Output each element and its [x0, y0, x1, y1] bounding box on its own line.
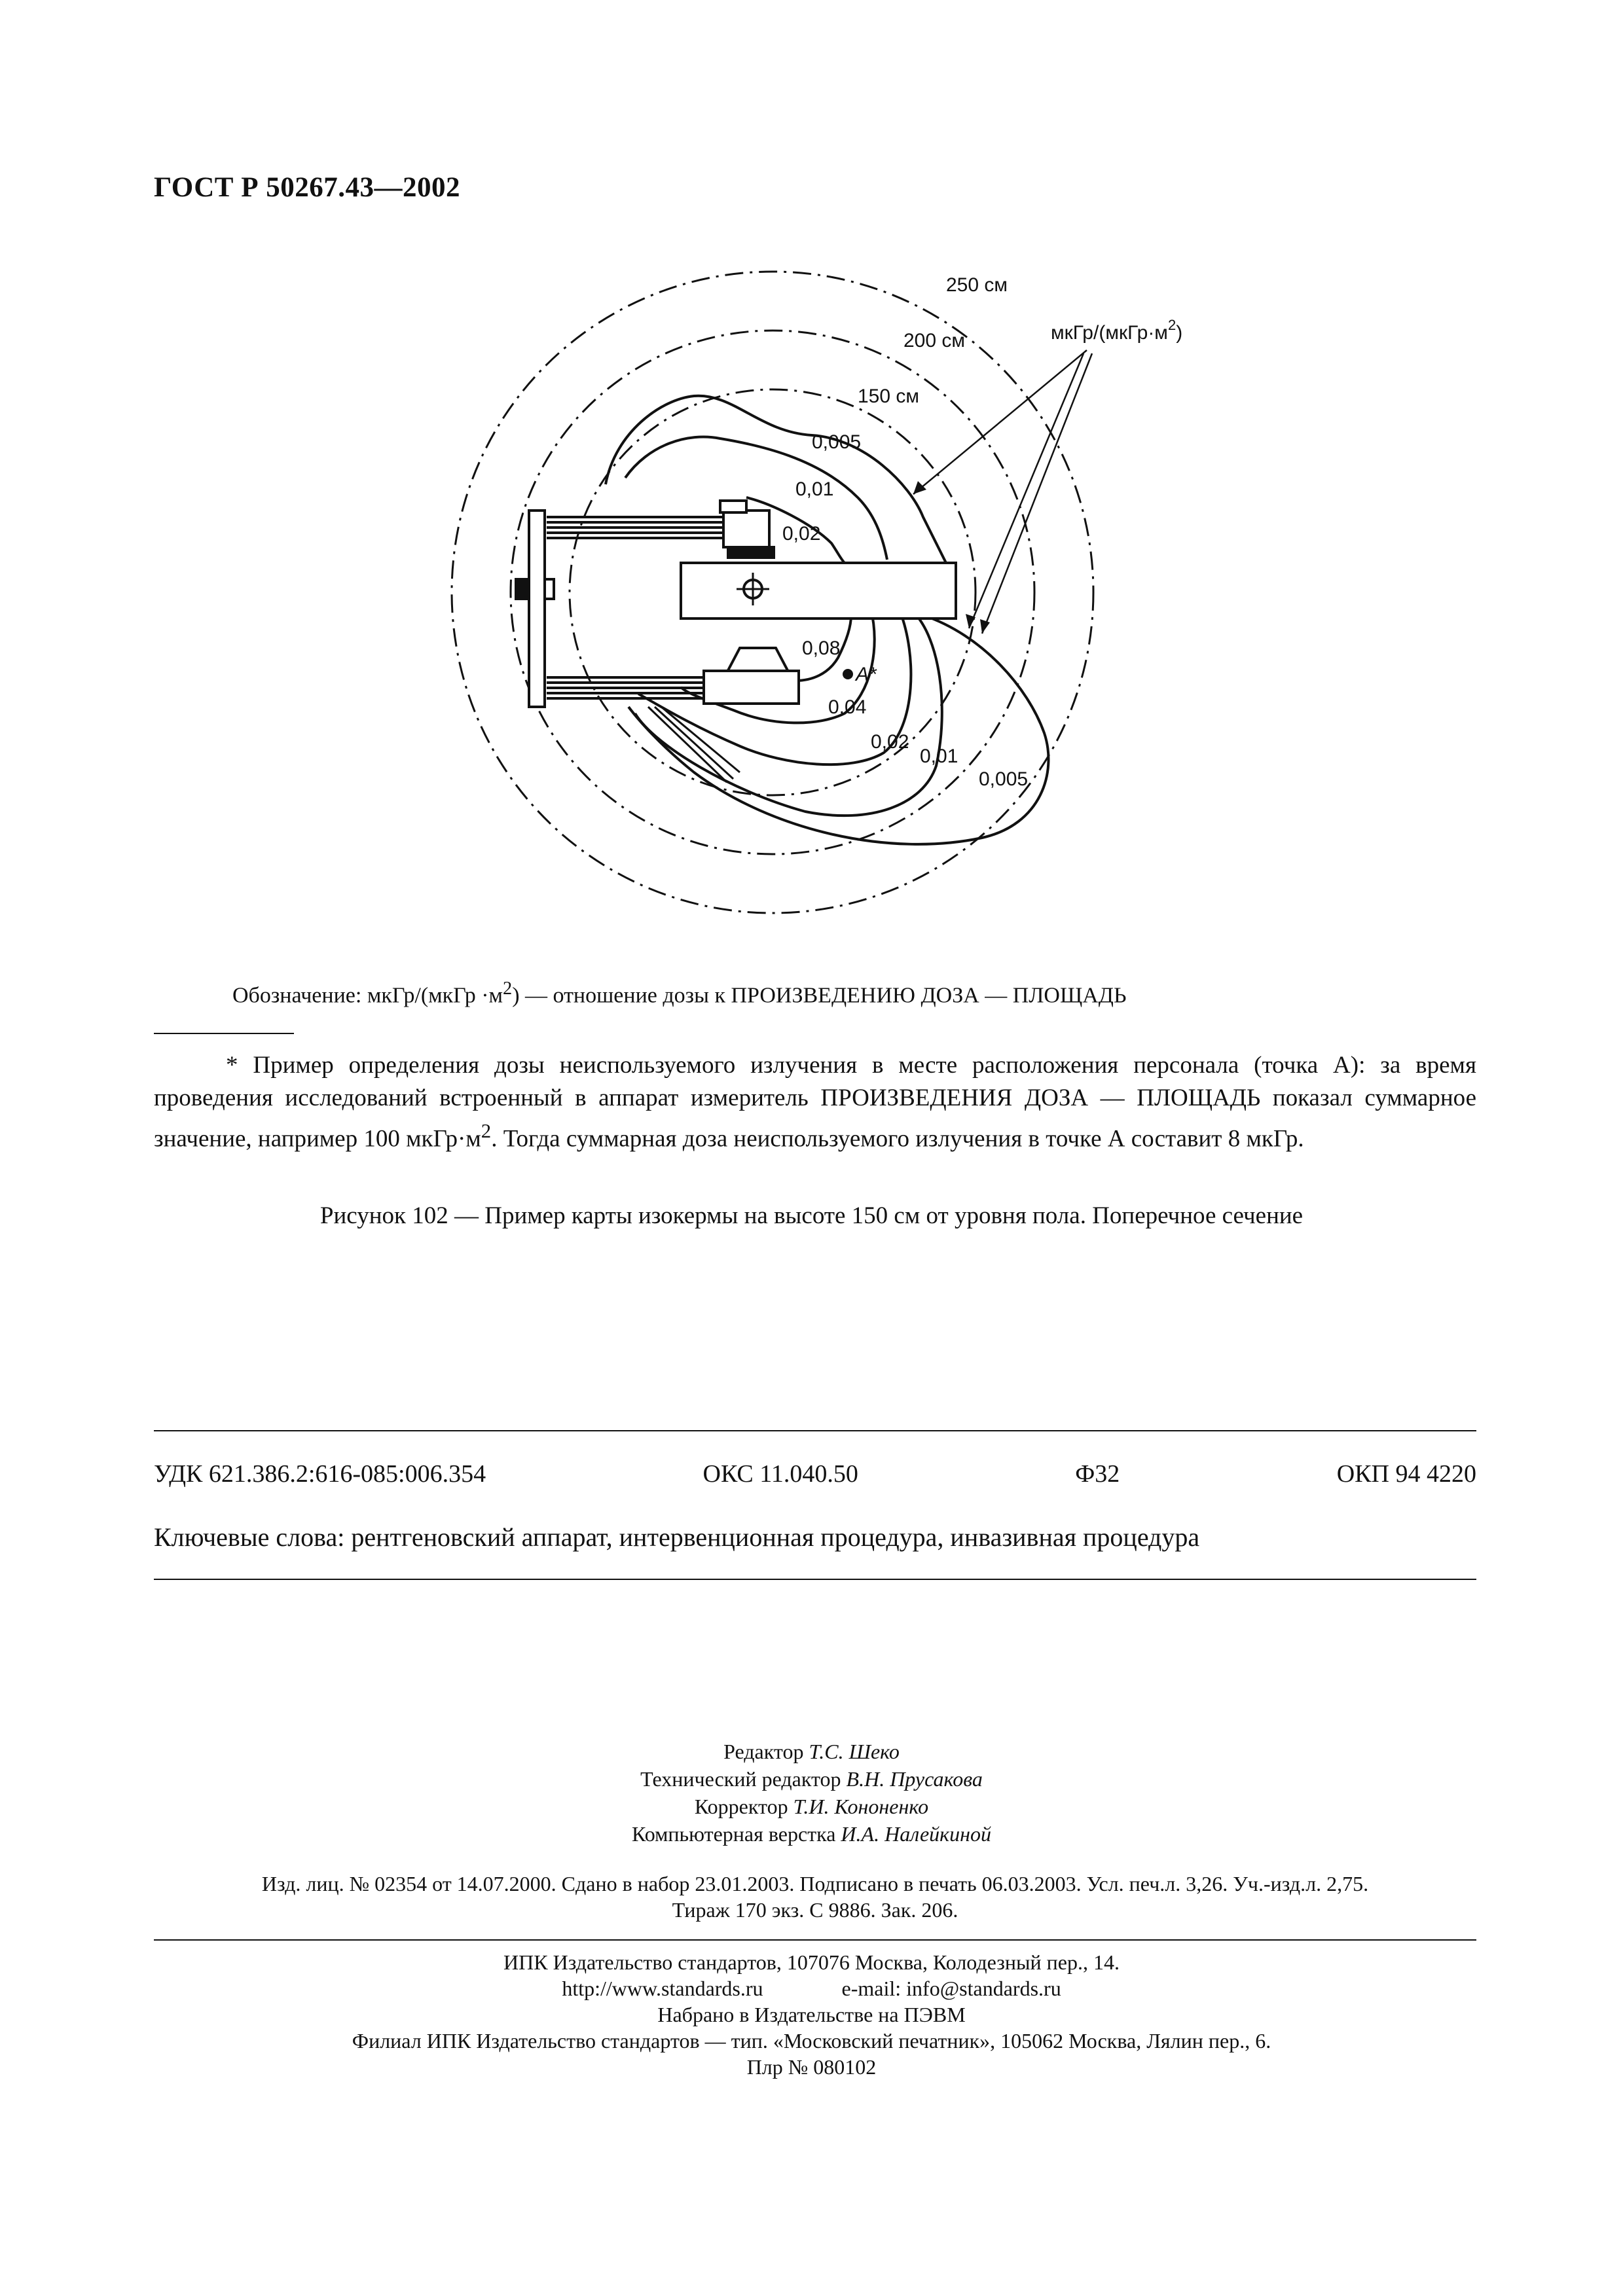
isoline-lower-001 [635, 612, 942, 816]
isokerma-figure [419, 242, 1309, 969]
image-intensifier [723, 511, 769, 547]
footnote-rule [154, 1033, 294, 1034]
keywords: Ключевые слова: рентгеновский аппарат, интервенционная процедура, инвазивная процедура [154, 1522, 1200, 1552]
arrowhead-3 [980, 619, 990, 634]
imprint-line: Тираж 170 экз. С 9886. Зак. 206. [672, 1898, 958, 1922]
credit-line: Компьютерная верстка И.А. Налейкиной [632, 1822, 991, 1846]
unit-label: мкГр/$(мкГр\cdot м^2)$ [1051, 317, 1183, 344]
label-150cm: 150 см [858, 386, 920, 407]
udk-code: УДК 621.386.2:616-085:006.354 [154, 1460, 486, 1488]
isoline-label-upper-002: 0,02 [782, 523, 821, 545]
point-a-marker [843, 669, 853, 679]
isoline-upper-0005 [606, 396, 953, 576]
credit-line: Корректор Т.И. Кононенко [694, 1795, 929, 1818]
isoline-label-lower-008: 0,08 [802, 637, 841, 659]
publisher-line: ИПК Издательство стандартов, 107076 Москва, Колодезный пер., 14. [503, 1950, 1120, 1974]
leader-line-2 [969, 353, 1084, 628]
isoline-label-lower-0005: 0,005 [979, 768, 1029, 790]
column-knob-right [545, 579, 554, 599]
isoline-label-upper-001: 0,01 [795, 478, 834, 500]
figure-legend: Обозначение: мкГр/(мкГр $\cdot м^2$) — отношение дозы к ПРОИЗВЕДЕНИЮ ДОЗА — ПЛОЩАДЬ [232, 978, 1127, 1008]
publisher-rule [154, 1939, 1476, 1941]
credits [0, 1738, 1623, 1848]
publisher-line: Филиал ИПК Издательство стандартов — тип. «Московский печатник», 105062 Москва, Лялин пер., 6. [352, 2029, 1271, 2053]
codes-top-rule [154, 1430, 1476, 1431]
website-link[interactable]: http://www.standards.ru [562, 1977, 763, 2000]
arrowhead-1 [913, 481, 926, 494]
oks-code: ОКС 11.040.50 [702, 1460, 858, 1488]
x-ray-tube-top [727, 648, 789, 673]
x-ray-tube [704, 671, 799, 704]
label-200cm: 200 см [903, 330, 966, 351]
point-a-label: A* [856, 664, 877, 685]
publisher-contacts [0, 1975, 1623, 2001]
publisher-line: Плр № 080102 [746, 2055, 877, 2079]
imprint-line: Изд. лиц. № 02354 от 14.07.2000. Сдано в набор 23.01.2003. Подписано в печать 06.03.2003. Усл. печ.л. 3,26. Уч.-изд.л. 2,75. [261, 1872, 1369, 1895]
footnote: * Пример определения дозы неиспользуемого излучения в месте расположения персонала (точка А): за время проведения исследований встроенный в аппарат измеритель ПРОИЗВЕДЕНИЯ ДОЗА — ПЛОЩАДЬ показал суммарное значение, например 100 $мкГр\cdot м^2$. Тогда суммарная доза неиспользуемого излучения в точке А составит 8 мкГр. [154, 1052, 1476, 1153]
email-link[interactable]: e-mail: info@standards.ru [841, 1977, 1061, 2000]
leader-line-1 [913, 350, 1087, 494]
f-code: Ф32 [1075, 1460, 1120, 1488]
intensifier-cap [720, 501, 746, 512]
column-knob [516, 579, 529, 599]
isoline-label-lower-001: 0,01 [920, 745, 958, 767]
publisher-info [0, 1949, 1623, 2080]
leader-line-3 [982, 353, 1092, 634]
column-plate [529, 511, 545, 707]
credit-line: Редактор Т.С. Шеко [723, 1740, 900, 1763]
isoline-label-upper-0005: 0,005 [812, 431, 862, 453]
imprint [154, 1871, 1476, 1923]
codes-bottom-rule [154, 1579, 1476, 1580]
credit-line: Технический редактор В.Н. Прусакова [640, 1767, 983, 1791]
classification-codes [154, 1460, 1476, 1488]
patient-table [681, 563, 956, 619]
label-250cm: 250 см [946, 274, 1008, 296]
publisher-line: Набрано в Издательстве на ПЭВМ [657, 2003, 966, 2026]
okp-code: ОКП 94 4220 [1336, 1460, 1476, 1488]
isoline-label-lower-002: 0,02 [871, 731, 909, 753]
intensifier-base [728, 547, 774, 558]
isoline-label-lower-004: 0,04 [828, 696, 867, 718]
figure-caption: Рисунок 102 — Пример карты изокермы на высоте 150 см от уровня пола. Поперечное сечение [319, 1202, 1304, 1229]
document-id: ГОСТ Р 50267.43—2002 [154, 172, 461, 203]
